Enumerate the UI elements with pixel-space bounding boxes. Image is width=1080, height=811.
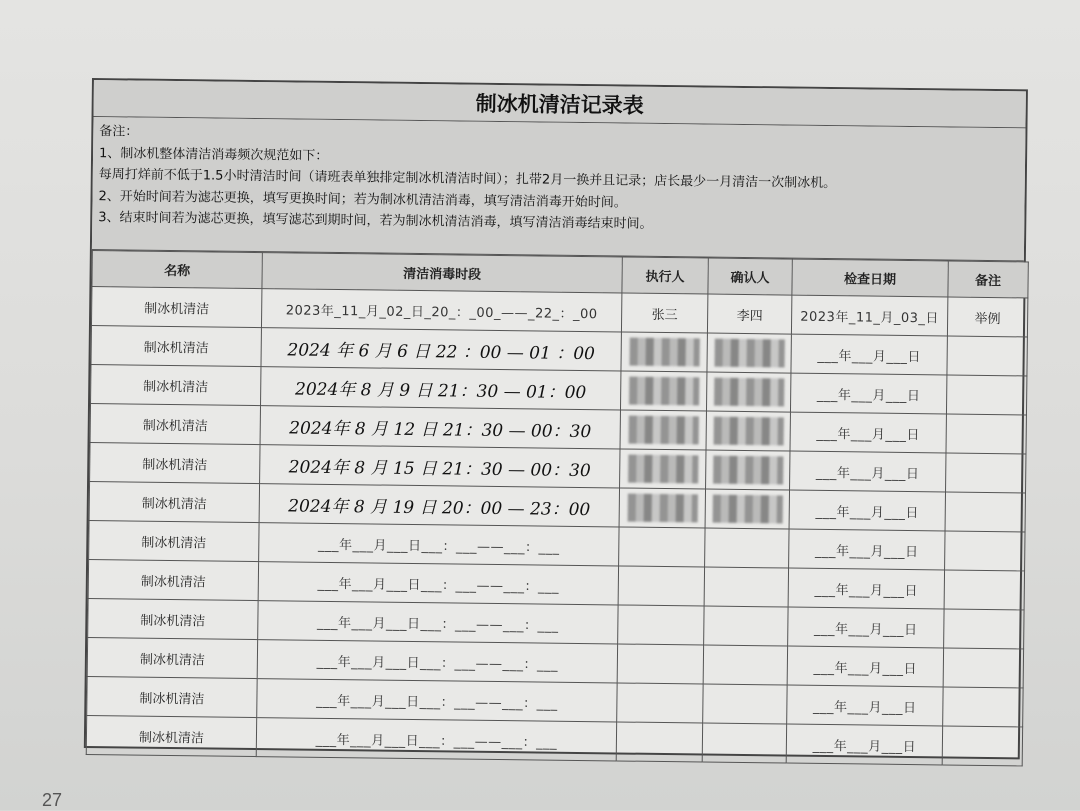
cell-remark xyxy=(943,648,1023,688)
cell-period xyxy=(256,718,616,761)
cell-period xyxy=(259,484,619,527)
cell-name-text: 制冰机清洁 xyxy=(144,301,209,317)
cell-name xyxy=(87,637,257,678)
redacted-signature xyxy=(713,417,783,446)
record-table xyxy=(86,250,1029,766)
cell-remark xyxy=(945,531,1025,571)
cell-period-text: ___年___月___日___：___——___：___ xyxy=(317,654,559,672)
cell-check-date xyxy=(790,451,946,492)
cell-period-text: ___年___月___日___：___——___：___ xyxy=(317,576,559,594)
cell-check-date-text: 2023年_11_月_03_日 xyxy=(800,309,939,326)
cell-executor xyxy=(618,566,704,606)
cell-period-text: ___年___月___日___：___——___：___ xyxy=(317,615,559,633)
cell-check-date xyxy=(791,334,947,375)
cell-check-date-text: ___年___月___日 xyxy=(814,621,918,637)
cell-check-date-text: ___年___月___日 xyxy=(816,465,920,481)
notes-section xyxy=(92,117,1026,261)
cell-name-text: 制冰机清洁 xyxy=(143,418,208,434)
cell-name-text: 制冰机清洁 xyxy=(139,691,204,707)
cell-remark xyxy=(946,375,1026,415)
cell-executor xyxy=(620,449,706,489)
cell-period-text: ___年___月___日___：___——___：___ xyxy=(316,693,558,711)
cell-executor xyxy=(616,722,702,762)
cell-check-date xyxy=(789,490,945,531)
cell-remark xyxy=(945,492,1025,532)
cell-confirmer xyxy=(706,411,790,451)
cell-name xyxy=(91,365,261,406)
cell-period-text: 2024年 8 月 12 日 21：30 — 00：30 xyxy=(289,418,591,442)
cell-confirmer xyxy=(702,723,786,763)
cell-remark xyxy=(944,570,1024,610)
cell-confirmer xyxy=(703,645,787,685)
cell-confirmer-text: 李四 xyxy=(737,308,763,323)
cell-period-text: 2023年_11_月_02_日_20_：_00_——_22_：_00 xyxy=(286,303,598,322)
cell-name-text: 制冰机清洁 xyxy=(142,457,207,473)
cleaning-record-sheet xyxy=(84,78,1028,759)
cell-check-date xyxy=(788,568,944,609)
cell-check-date xyxy=(788,607,944,648)
cell-confirmer xyxy=(704,606,788,646)
cell-period xyxy=(259,523,619,566)
cell-confirmer xyxy=(707,294,791,334)
cell-period xyxy=(260,406,620,449)
cell-check-date-text: ___年___月___日 xyxy=(817,348,921,364)
cell-check-date xyxy=(786,724,942,765)
cell-check-date-text: ___年___月___日 xyxy=(816,426,920,442)
cell-check-date xyxy=(790,373,946,414)
cell-name-text: 制冰机清洁 xyxy=(143,379,208,395)
cell-period xyxy=(258,601,618,644)
cell-period-text: 2024年 8 月 19 日 20：00 — 23：00 xyxy=(288,496,590,520)
cell-executor-text: 张三 xyxy=(652,307,678,322)
col-header-remark: 备注 xyxy=(948,261,1028,298)
cell-confirmer xyxy=(704,567,788,607)
cell-check-date-text: ___年___月___日 xyxy=(815,504,919,520)
sheet-title: 制冰机清洁记录表 xyxy=(94,80,1026,128)
cell-executor xyxy=(617,683,703,723)
cell-executor xyxy=(621,332,707,372)
cell-period xyxy=(258,562,618,605)
cell-name xyxy=(89,520,259,561)
cell-remark xyxy=(947,297,1027,337)
cell-check-date xyxy=(791,295,947,336)
cell-name xyxy=(87,676,257,717)
cell-period xyxy=(261,289,621,332)
table-body xyxy=(86,287,1028,766)
cell-name xyxy=(90,404,260,445)
cell-name-text: 制冰机清洁 xyxy=(141,535,206,551)
cell-period xyxy=(257,640,617,683)
cell-executor xyxy=(620,371,706,411)
cell-confirmer xyxy=(706,450,790,490)
cell-period xyxy=(260,445,620,488)
cell-check-date-text: ___年___月___日 xyxy=(814,582,918,598)
cell-name-text: 制冰机清洁 xyxy=(139,730,204,746)
cell-name-text: 制冰机清洁 xyxy=(141,574,206,590)
cell-remark xyxy=(947,336,1027,376)
cell-executor xyxy=(618,605,704,645)
cell-name-text: 制冰机清洁 xyxy=(142,496,207,512)
cell-name xyxy=(90,443,260,484)
cell-period-text: 2024年 8 月 9 日 21：30 — 01：00 xyxy=(295,379,586,403)
cell-remark xyxy=(946,414,1026,454)
cell-check-date xyxy=(787,646,943,687)
redacted-signature xyxy=(628,416,698,445)
redacted-signature xyxy=(628,455,698,484)
note-line-2: 每周打烊前不低于1.5小时清洁时间（请班表单独排定制冰机清洁时间）；扎带2月一换并且记录；店长最少一月清洁一次制冰机。 xyxy=(99,164,1019,197)
cell-check-date-text: ___年___月___日 xyxy=(813,699,917,715)
cell-remark xyxy=(942,726,1022,766)
redacted-signature xyxy=(712,495,782,524)
cell-name xyxy=(88,559,258,600)
cell-name-text: 制冰机清洁 xyxy=(140,613,205,629)
cell-period xyxy=(261,367,621,410)
cell-check-date-text: ___年___月___日 xyxy=(815,543,919,559)
cell-confirmer xyxy=(707,333,791,373)
redacted-signature xyxy=(627,494,697,523)
redacted-signature xyxy=(714,339,784,368)
cell-confirmer xyxy=(703,684,787,724)
redacted-signature xyxy=(629,338,699,367)
cell-name-text: 制冰机清洁 xyxy=(144,340,209,356)
cell-confirmer xyxy=(705,528,789,568)
cell-check-date xyxy=(789,529,945,570)
redacted-signature xyxy=(714,378,784,407)
note-line-1: 1、制冰机整体清洁消毒频次规范如下： xyxy=(99,143,1019,176)
col-header-check-date: 检查日期 xyxy=(792,259,948,297)
note-line-3: 2、开始时间若为滤芯更换，填写更换时间；若为制冰机清洁消毒，填写清洁消毒开始时间。 xyxy=(98,186,1018,219)
cell-check-date-text: ___年___月___日 xyxy=(813,738,917,754)
cell-name-text: 制冰机清洁 xyxy=(140,652,205,668)
cell-name xyxy=(86,715,256,756)
cell-check-date xyxy=(790,412,946,453)
col-header-period: 清洁消毒时段 xyxy=(262,253,622,293)
col-header-executor: 执行人 xyxy=(622,257,708,294)
cell-period-text: ___年___月___日___：___——___：___ xyxy=(316,732,558,750)
note-line-4: 3、结束时间若为滤芯更换，填写滤芯到期时间，若为制冰机清洁消毒，填写清洁消毒结束时间。 xyxy=(98,207,1018,240)
cell-period xyxy=(261,328,621,371)
cell-name xyxy=(88,598,258,639)
cell-check-date-text: ___年___月___日 xyxy=(817,387,921,403)
cell-period xyxy=(257,679,617,722)
page-number: 27 xyxy=(42,790,62,811)
cell-executor xyxy=(617,644,703,684)
cell-remark-text: 举例 xyxy=(975,311,1001,326)
cell-executor xyxy=(619,488,705,528)
cell-executor xyxy=(619,527,705,567)
cell-remark xyxy=(943,687,1023,727)
cell-executor xyxy=(620,410,706,450)
cell-remark xyxy=(946,453,1026,493)
redacted-signature xyxy=(713,456,783,485)
cell-remark xyxy=(944,609,1024,649)
cell-period-text: 2024 年 6 月 6 日 22 ：00 — 01 ：00 xyxy=(287,340,595,364)
cell-period-text: 2024年 8 月 15 日 21：30 — 00：30 xyxy=(289,457,591,481)
col-header-confirmer: 确认人 xyxy=(708,258,792,295)
cell-name xyxy=(89,482,259,523)
redacted-signature xyxy=(629,377,699,406)
cell-period-text: ___年___月___日___：___——___：___ xyxy=(318,537,560,555)
cell-name xyxy=(91,287,261,328)
notes-heading: 备注： xyxy=(99,121,1019,154)
col-header-name: 名称 xyxy=(92,251,262,289)
cell-check-date-text: ___年___月___日 xyxy=(813,660,917,676)
cell-confirmer xyxy=(706,372,790,412)
cell-confirmer xyxy=(705,489,789,529)
cell-executor xyxy=(621,293,707,333)
cell-check-date xyxy=(787,685,943,726)
cell-name xyxy=(91,326,261,367)
